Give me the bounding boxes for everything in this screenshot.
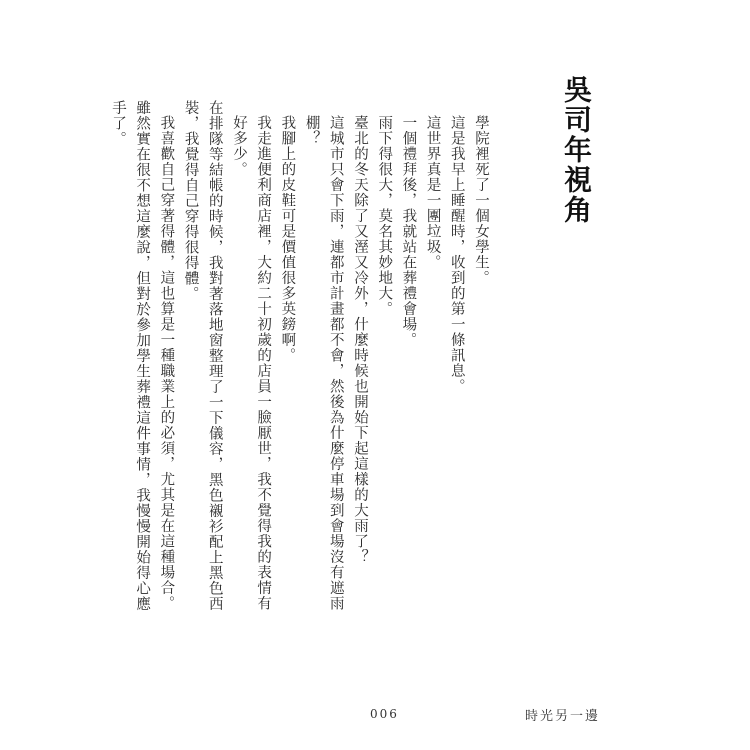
paragraph: 這城市只會下雨，連都市計畫都不會，然後為什麼停車場到會場沒有遮雨棚？ <box>303 114 344 611</box>
paragraph: 我喜歡自己穿著得體，這也算是一種職業上的必須，尤其是在這種場合。 <box>158 114 175 611</box>
paragraph: 臺北的冬天除了又溼又冷外，什麼時候也開始下起這樣的大雨了？ <box>351 114 368 564</box>
paragraph: 雖然實在很不想這麼說，但對於參加學生葬禮這件事情，我慢慢開始得心應手了。 <box>109 100 151 612</box>
body-text <box>106 100 493 620</box>
paragraph: 在排隊等結帳的時候，我對著落地窗整理了一下儀容，黑色襯衫配上黑色西裝，我覺得自己穿得很得體。 <box>182 100 223 612</box>
paragraph: 這世界真是一團垃圾。 <box>424 114 441 270</box>
page-number: 006 <box>370 707 399 721</box>
chapter-title: 吳司年視角 <box>560 75 593 225</box>
paragraph: 一個禮拜後，我就站在葬禮會場。 <box>400 114 417 347</box>
running-title: 時光另一邊 <box>525 709 601 724</box>
paragraph: 學院裡死了一個女學生。 <box>473 114 489 285</box>
paragraph: 我走進便利商店裡，大約二十初歲的店員一臉厭世，我不覺得我的表情有好多少。 <box>230 114 272 611</box>
paragraph: 雨下得很大，莫名其妙地大。 <box>376 114 393 316</box>
paragraph: 我腳上的皮鞋可是價值很多英鎊啊。 <box>279 114 296 363</box>
paragraph: 這是我早上睡醒時，收到的第一條訊息。 <box>448 114 465 394</box>
